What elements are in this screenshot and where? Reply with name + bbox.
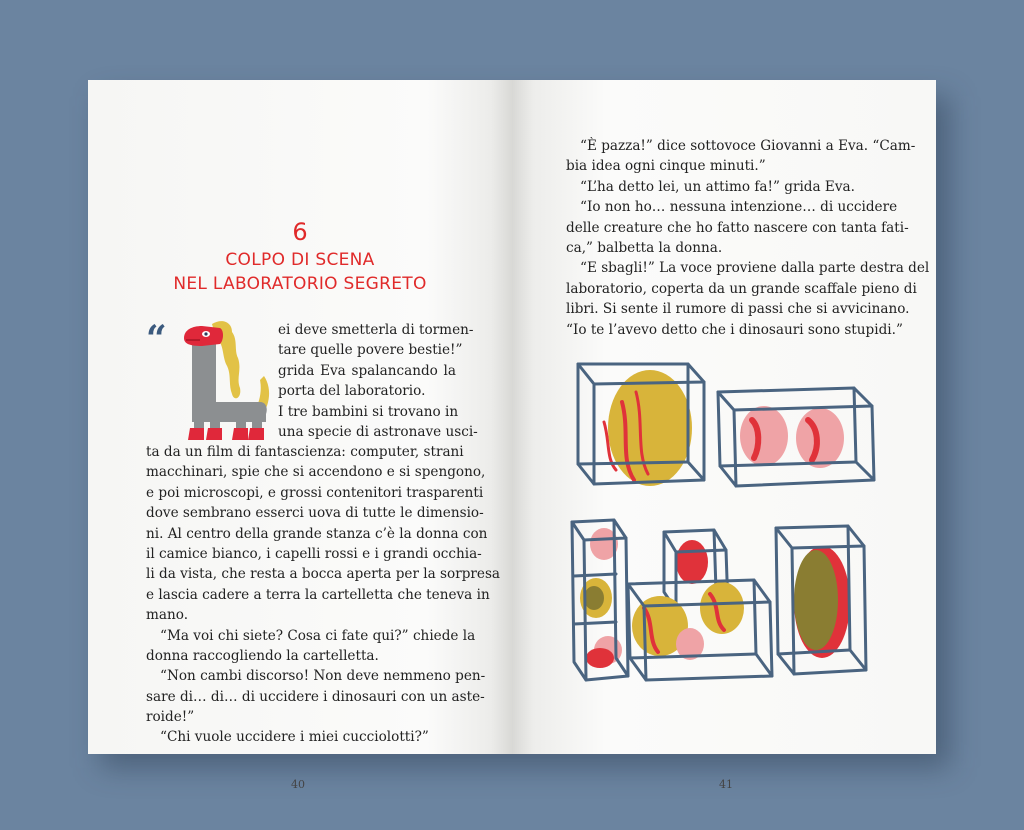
text-line: “Ma voi chi siete? Cosa ci fate qui?” chiede la <box>160 627 476 644</box>
chapter-number: 6 <box>292 218 308 246</box>
text-line: “Chi vuole uccidere i miei cucciolotti?” <box>160 729 429 746</box>
left-page <box>88 80 512 791</box>
text-line: e poi microscopi, e grossi contenitori trasparenti <box>146 484 484 501</box>
egg-box-pink <box>718 388 874 486</box>
text-line: ta da un film di fantascienza: computer, strani <box>146 444 464 460</box>
chapter-title <box>88 248 512 296</box>
text-line: roide!” <box>146 709 195 726</box>
egg-box-large <box>578 364 704 486</box>
text-line: grida Eva spalancando la <box>278 362 456 379</box>
text-line: bia idea ogni cinque minuti.” <box>566 158 766 175</box>
text-line: “Non cambi discorso! Non deve nemmeno pen- <box>160 668 486 685</box>
chapter-title-line: COLPO DI SCENA <box>225 250 375 270</box>
text-line: li da vista, che resta a bocca aperta per la sorpresa <box>146 566 501 583</box>
text-line: macchinari, spie che si accendono e si spengono, <box>146 464 486 481</box>
text-line: “Io non ho… nessuna intenzione… di uccidere <box>580 199 898 216</box>
opening-quote-mark: “ <box>146 318 167 360</box>
text-line: I tre bambini si trovano in <box>278 403 459 420</box>
page-number: 41 <box>719 778 733 791</box>
body-paragraphs <box>566 136 930 340</box>
text-line: e lascia cadere a terra la cartelletta che teneva in <box>146 586 490 603</box>
egg-boxes-illustration <box>564 362 884 692</box>
text-line: libri. Si sente il rumore di passi che si avvicinano. <box>566 301 910 318</box>
text-line: porta del laboratorio. <box>278 383 426 400</box>
text-line: delle creature che ho fatto nascere con tanta fati- <box>566 219 909 236</box>
text-line: “E sbagli!” La voce proviene dalla parte destra del <box>580 260 930 277</box>
text-line: tare quelle povere bestie!” <box>278 342 463 359</box>
text-line: “È pazza!” dice sottovoce Giovanni a Eva. “Cam- <box>580 138 916 154</box>
text-line: il camice bianco, i capelli rossi e i grandi occhia- <box>146 545 482 562</box>
dropcap-paragraph <box>278 320 478 442</box>
text-line: dove sembrano esserci uova di tutte le dimensio- <box>146 505 484 522</box>
right-page <box>512 80 936 791</box>
body-paragraphs <box>146 442 501 748</box>
text-line: ei deve smetterla di tormen- <box>278 322 474 338</box>
text-line: laboratorio, coperta da un grande scaffale pieno di <box>566 280 917 297</box>
text-line: donna raccogliendo la cartelletta. <box>146 647 379 664</box>
text-line: una specie di astronave usci- <box>278 423 478 440</box>
chapter-title-line: NEL LABORATORIO SEGRETO <box>173 274 427 294</box>
dinosaur-dropcap-illustration <box>182 318 272 444</box>
egg-box-olive <box>776 526 866 674</box>
text-line: mano. <box>146 607 189 624</box>
page-number: 40 <box>291 778 305 791</box>
text-line: ni. Al centro della grande stanza c’è la donna con <box>146 525 488 542</box>
text-line: ca,” balbetta la donna. <box>566 239 723 256</box>
egg-box-tall <box>572 520 628 680</box>
egg-box-wide <box>628 580 772 680</box>
text-line: “Io te l’avevo detto che i dinosauri sono stupidi.” <box>566 321 903 338</box>
text-line: “L’ha detto lei, un attimo fa!” grida Eva. <box>580 178 855 195</box>
text-line: sare di… di… di uccidere i dinosauri con un aste- <box>146 688 485 705</box>
